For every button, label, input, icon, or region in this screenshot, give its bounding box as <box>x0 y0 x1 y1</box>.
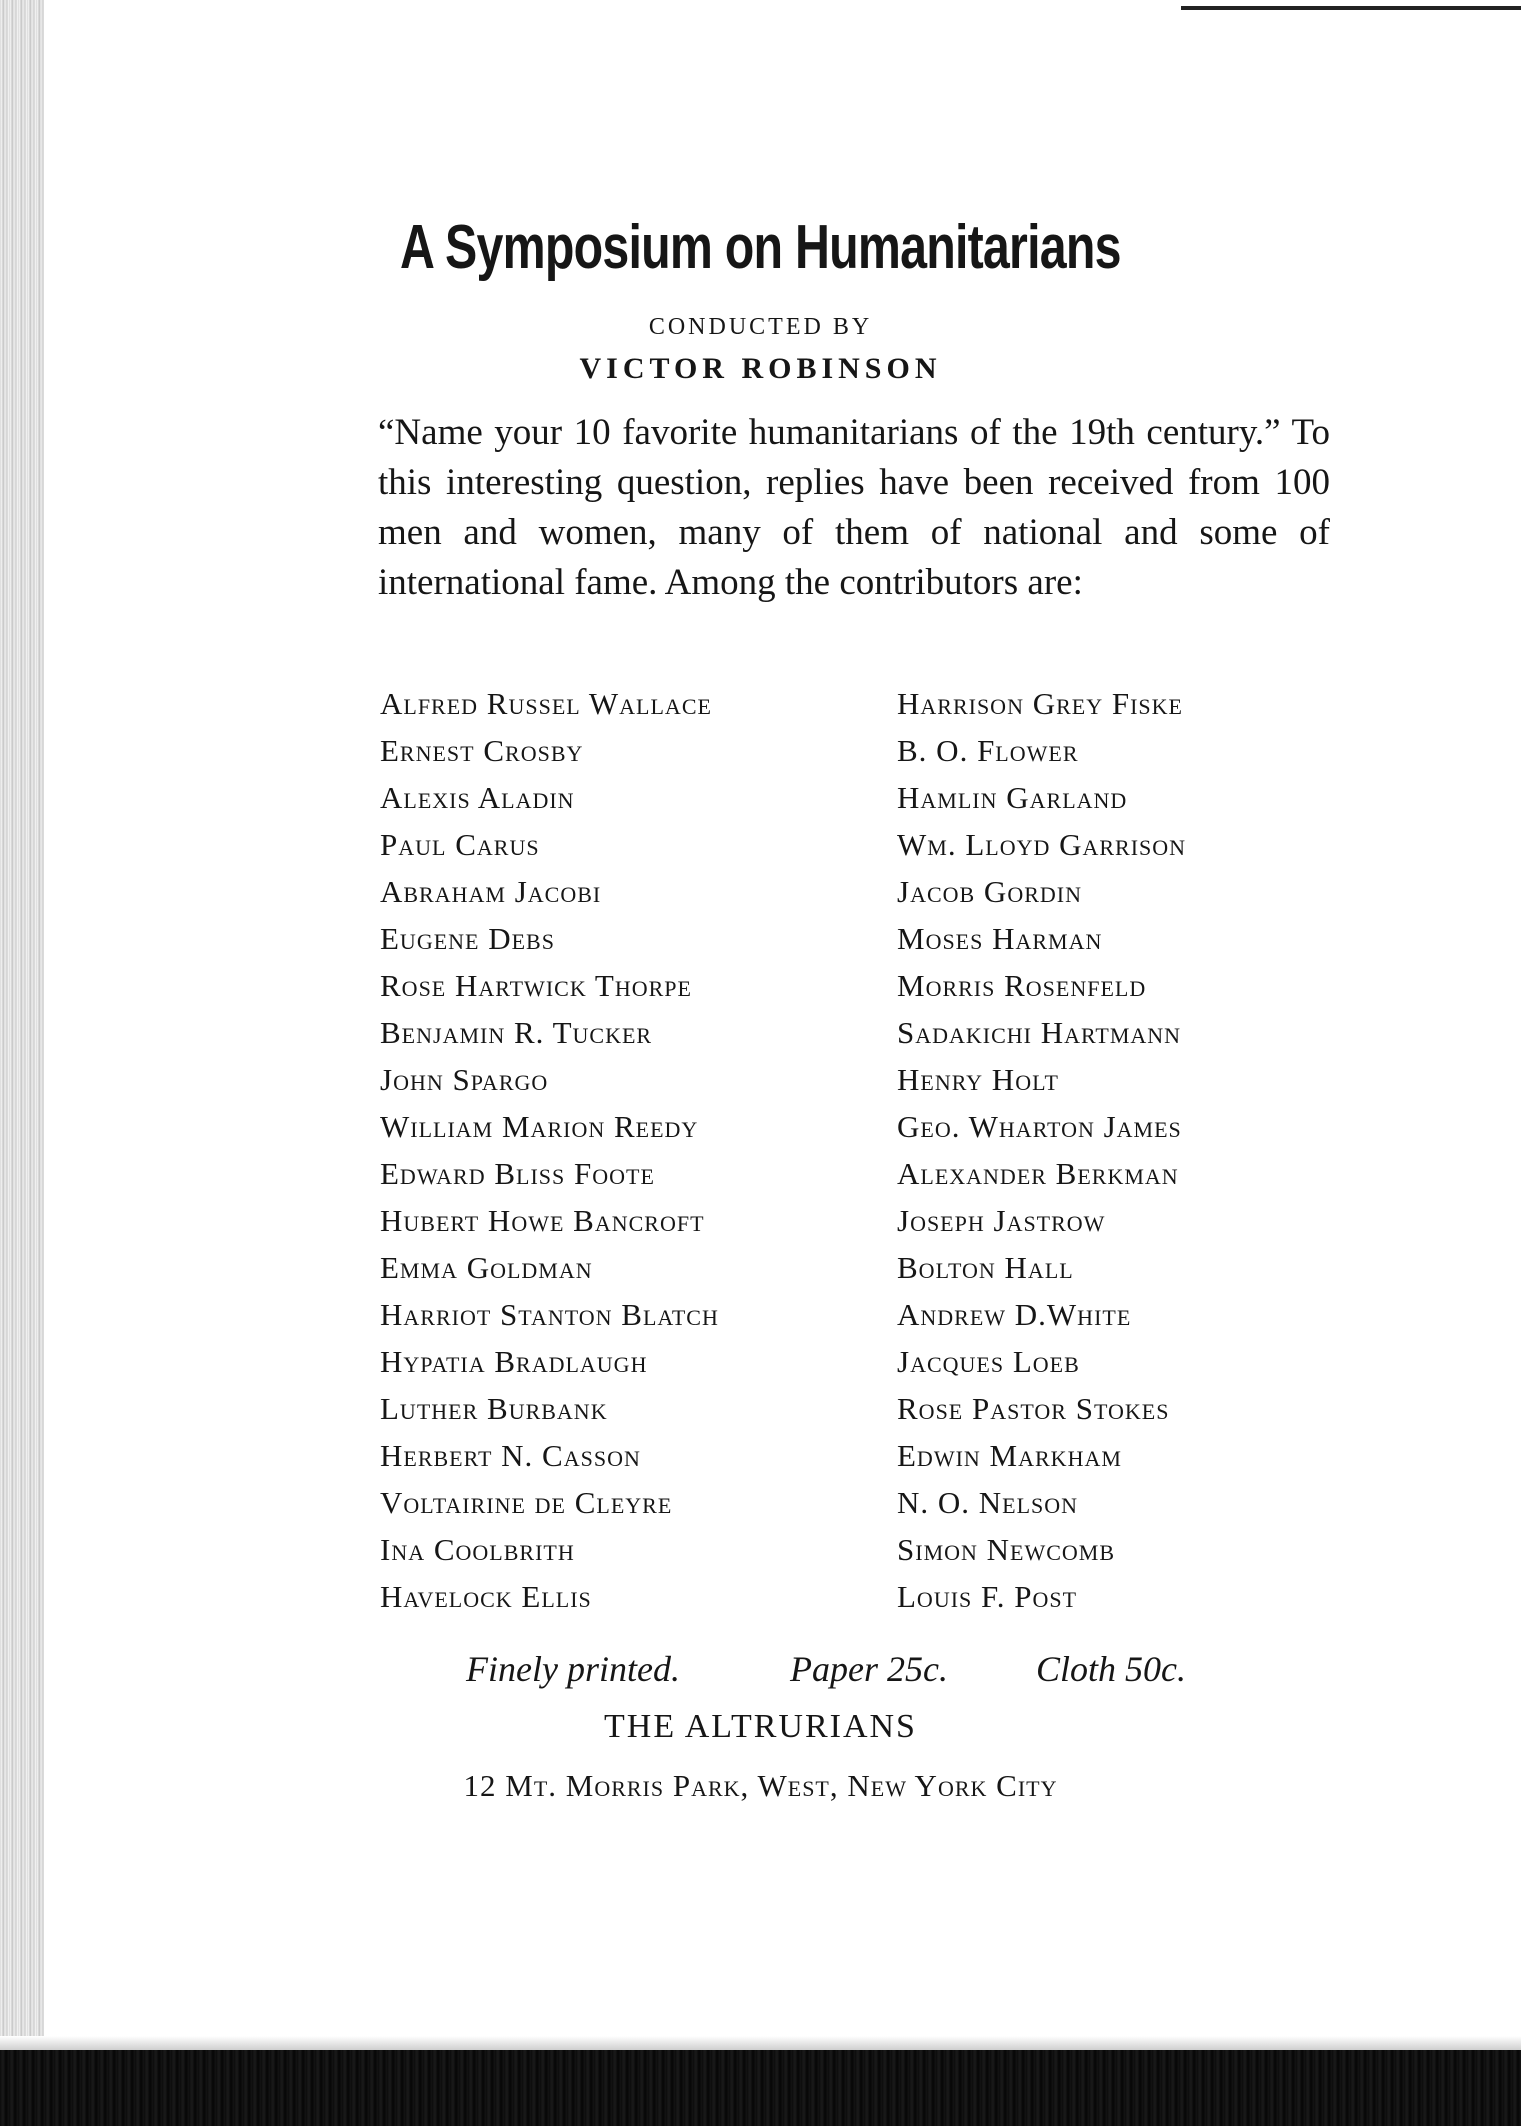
contributors-left-column <box>380 680 719 1620</box>
contributor-name: Abraham Jacobi <box>380 874 602 909</box>
contributor-name: Havelock Ellis <box>380 1579 592 1614</box>
contributor-name: Edward Bliss Foote <box>380 1156 655 1191</box>
contributor-name: Edwin Markham <box>897 1438 1122 1473</box>
intro-paragraph: “Name your 10 favorite humanitarians of the 19th century.” To this interesting question, replies have been received from 100 men and women, many of them of national and some of international fame. Among the contributors are: <box>378 412 1330 603</box>
page-title: A Symposium on Humanitarians <box>400 213 1121 282</box>
contributor-name: Joseph Jastrow <box>897 1203 1106 1238</box>
contributor-name: Rose Pastor Stokes <box>897 1391 1170 1426</box>
contributor-name: Bolton Hall <box>897 1250 1074 1285</box>
contributor-name: Jacques Loeb <box>897 1344 1080 1379</box>
finely-printed-note: Finely printed. <box>466 1649 680 1689</box>
contributor-name: Henry Holt <box>897 1062 1059 1097</box>
contributor-name: Morris Rosenfeld <box>897 968 1147 1003</box>
contributor-name: Paul Carus <box>380 827 540 862</box>
contributor-name: N. O. Nelson <box>897 1485 1079 1520</box>
contributor-name: Alexander Berkman <box>897 1156 1179 1191</box>
contributor-name: Andrew D.White <box>897 1297 1132 1332</box>
contributor-name: Wm. Lloyd Garrison <box>897 827 1187 862</box>
contributor-name: Hubert Howe Bancroft <box>380 1203 705 1238</box>
contributor-name: Voltairine de Cleyre <box>380 1485 673 1520</box>
contributor-name: Moses Harman <box>897 921 1103 956</box>
contributor-name: Hamlin Garland <box>897 780 1128 815</box>
scan-bottom-fade <box>0 2036 1521 2050</box>
contributor-name: Herbert N. Casson <box>380 1438 641 1473</box>
contributor-name: Emma Goldman <box>380 1250 593 1285</box>
author-name: VICTOR ROBINSON <box>579 352 942 385</box>
contributor-name: Benjamin R. Tucker <box>380 1015 653 1050</box>
contributor-name: Louis F. Post <box>897 1579 1078 1614</box>
contributor-name: Eugene Debs <box>380 921 555 956</box>
contributor-name: Ernest Crosby <box>380 733 584 768</box>
contributors-right-column <box>897 680 1186 1620</box>
contributor-name: Simon Newcomb <box>897 1532 1116 1567</box>
paper-price: Paper 25c. <box>790 1649 948 1689</box>
contributor-name: Ina Coolbrith <box>380 1532 575 1567</box>
publisher-name: THE ALTRURIANS <box>604 1708 917 1745</box>
contributor-name: John Spargo <box>380 1062 549 1097</box>
contributor-name: Alexis Aladin <box>380 780 575 815</box>
conducted-by-label: CONDUCTED BY <box>648 314 873 340</box>
contributor-name: Sadakichi Hartmann <box>897 1015 1182 1050</box>
contributor-name: Rose Hartwick Thorpe <box>380 968 692 1003</box>
contributor-name: Harriot Stanton Blatch <box>380 1297 719 1332</box>
scan-bottom-band <box>0 2050 1521 2126</box>
contributor-name: William Marion Reedy <box>380 1109 699 1144</box>
scan-top-rule <box>1181 6 1521 10</box>
cloth-price: Cloth 50c. <box>1036 1649 1186 1689</box>
contributor-name: Hypatia Bradlaugh <box>380 1344 648 1379</box>
contributor-name: Jacob Gordin <box>897 874 1082 909</box>
contributor-name: Alfred Russel Wallace <box>380 686 712 721</box>
contributor-name: Luther Burbank <box>380 1391 608 1426</box>
publisher-address: 12 Mt. Morris Park, West, New York City <box>463 1768 1058 1803</box>
contributor-name: Geo. Wharton James <box>897 1109 1182 1144</box>
contributor-name: Harrison Grey Fiske <box>897 686 1183 721</box>
contributor-name: B. O. Flower <box>897 733 1079 768</box>
